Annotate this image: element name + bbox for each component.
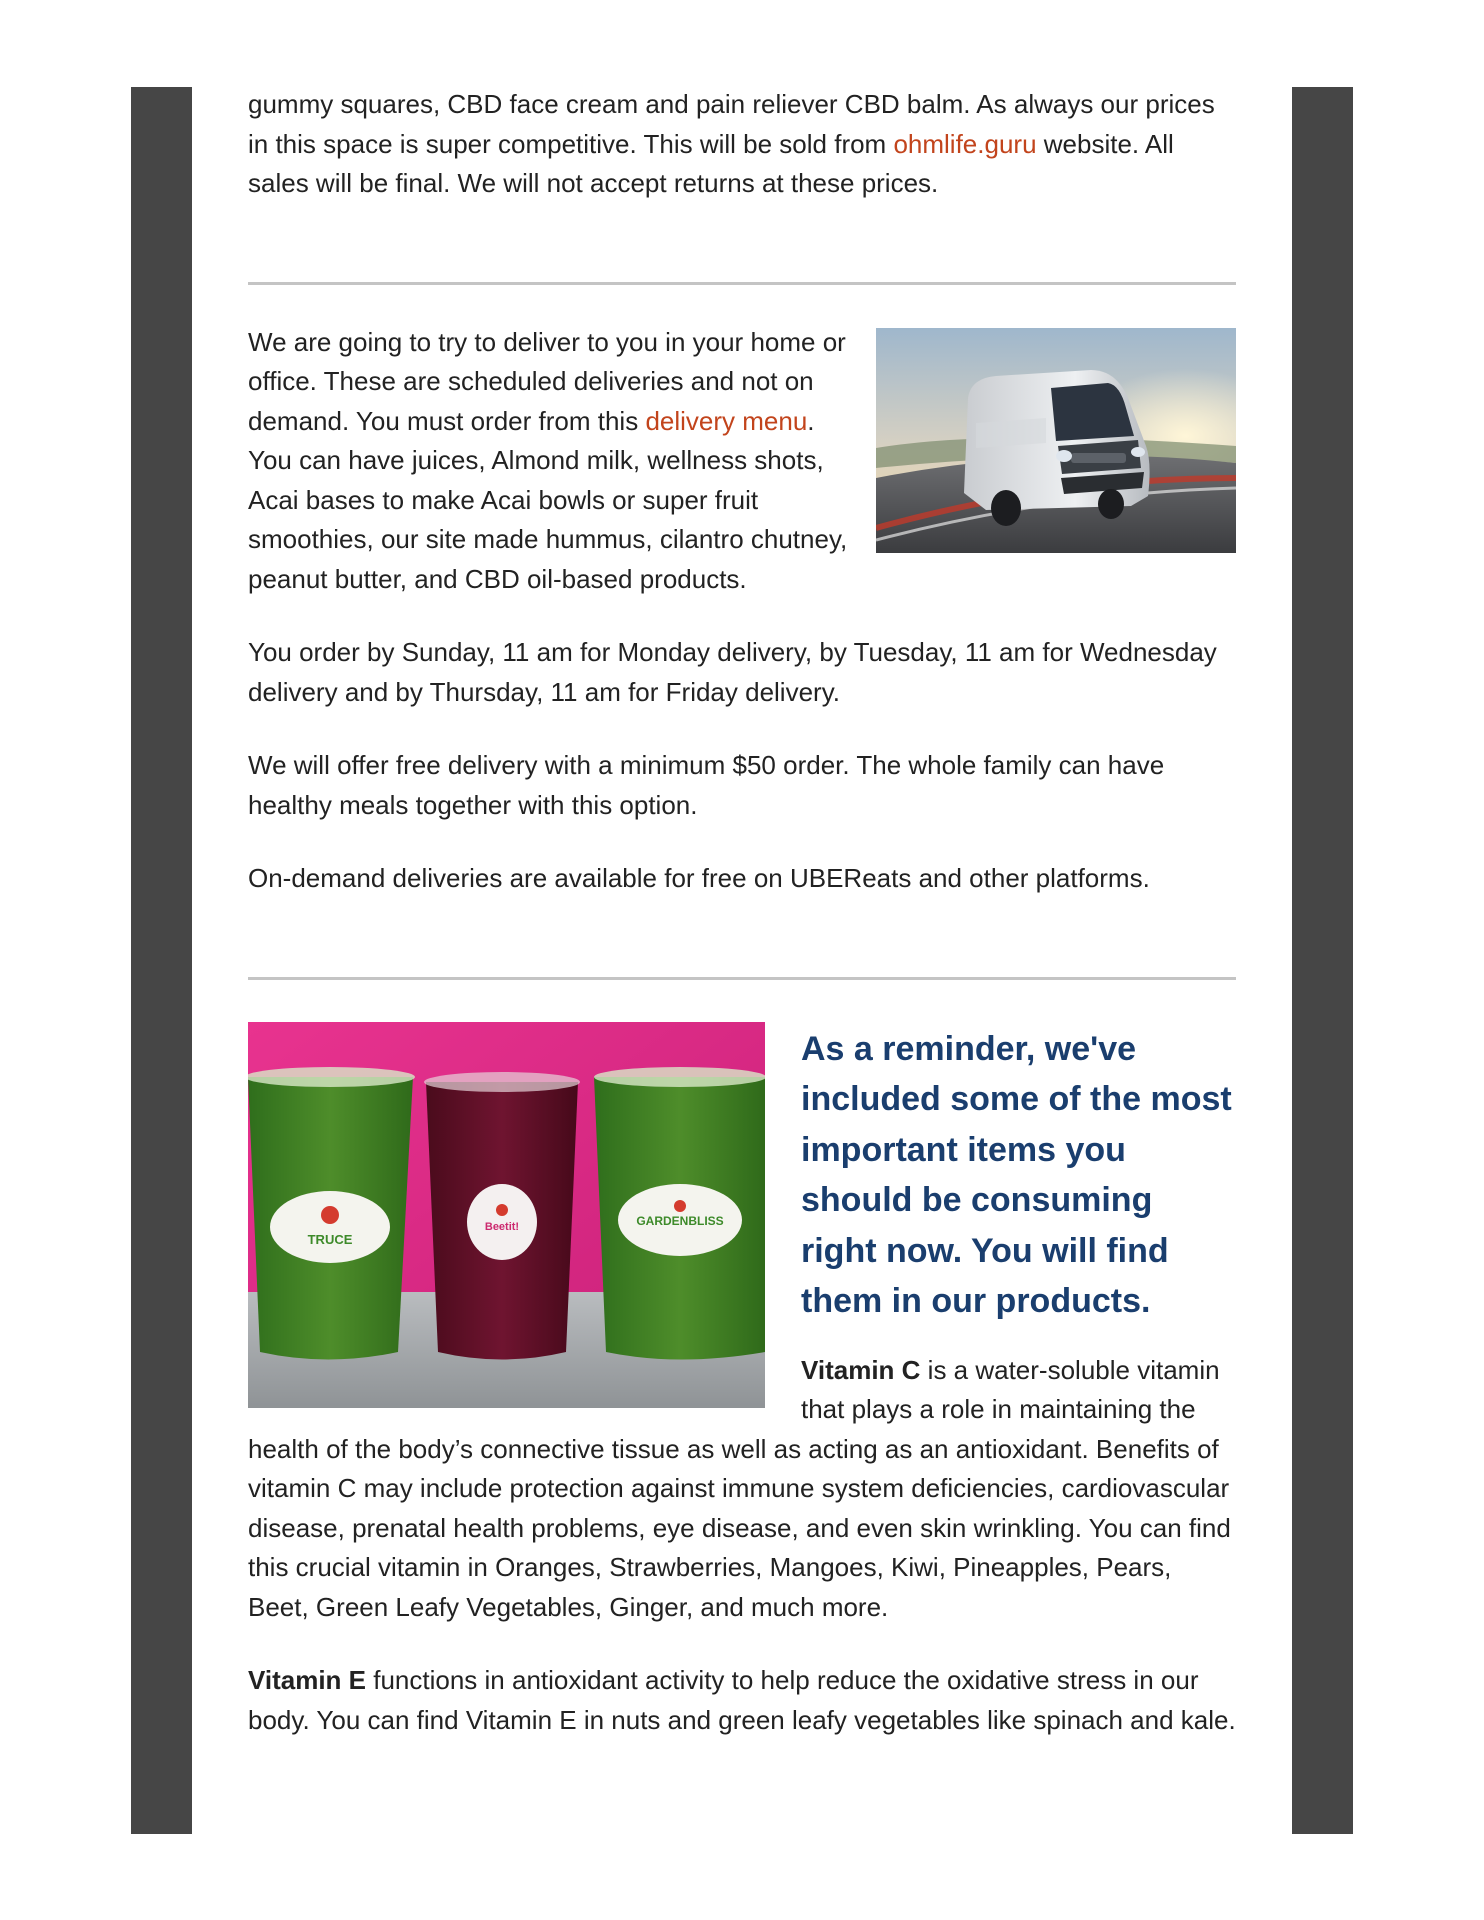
beetit-label: Beetit!: [484, 1220, 520, 1233]
truce-label: TRUCE: [307, 1231, 353, 1247]
vitamin-e-text: functions in antioxidant activity to help reduce the oxidative stress in our body. You can find Vitamin E in nuts and green leafy vegetables like spinach and kale.: [248, 1665, 1236, 1735]
vitamin-e-paragraph: [248, 1661, 1236, 1740]
gardenbliss-label: GARDENBLISS: [636, 1213, 724, 1228]
nutrients-heading: As a reminder, we've included some of the most important items you should be consuming right now. You will find them in our products.: [801, 1029, 1232, 1320]
delivery-schedule-paragraph: You order by Sunday, 11 am for Monday delivery, by Tuesday, 11 am for Wednesday delivery and by Thursday, 11 am for Friday delivery.: [248, 637, 1217, 707]
delivery-section: [248, 323, 1236, 600]
divider: [248, 282, 1236, 285]
delivery-van-image: [876, 328, 1236, 553]
intro-text-after-link: website. All sales will be final. We will not accept returns at these prices.: [248, 128, 1174, 198]
vitamin-c-text: is a water-soluble vitamin that plays a role in maintaining the health of the body’s connective tissue as well as acting as an antioxidant. Benefits of vitamin C may include protection against immune system deficiencies, cardiovascular disease, prenatal health problems, eye disease, and even skin wrinkling. You can find this crucial vitamin in Oranges, Strawberries, Mangoes, Kiwi, Pineapples, Pears, Beet, Green Leafy Vegetables, Ginger, and much more.: [248, 1354, 1231, 1622]
newsletter-content: [248, 85, 1236, 1740]
juice-cups-image: [248, 1022, 765, 1408]
delivery-intro-period: .: [807, 405, 815, 436]
left-frame-bar: [131, 87, 192, 1834]
delivery-menu-link[interactable]: delivery menu: [645, 405, 808, 436]
right-frame-bar: [1292, 87, 1353, 1834]
nutrients-section: [248, 1022, 1236, 1741]
on-demand-paragraph: On-demand deliveries are available for free on UBEReats and other platforms.: [248, 863, 1150, 893]
delivery-intro-text: We are going to try to deliver to you in your home or office. These are scheduled deliveries and not on demand. You must order from this: [248, 326, 846, 436]
vitamin-e-label: Vitamin E: [248, 1665, 367, 1695]
free-delivery-paragraph: We will offer free delivery with a minimum $50 order. The whole family can have healthy meals together with this option.: [248, 750, 1165, 820]
intro-paragraph: [248, 85, 1236, 204]
vitamin-c-label: Vitamin C: [801, 1354, 921, 1385]
ohmlife-link[interactable]: ohmlife.guru: [893, 128, 1037, 159]
delivery-products-paragraph: You can have juices, Almond milk, wellness shots, Acai bases to make Acai bowls or super fruit smoothies, our site made hummus, cilantro chutney, peanut butter, and CBD oil-based products.: [248, 445, 848, 594]
divider: [248, 977, 1236, 980]
intro-text-before-link: gummy squares, CBD face cream and pain reliever CBD balm. As always our prices in this space is super competitive. This will be sold from: [248, 89, 1215, 159]
